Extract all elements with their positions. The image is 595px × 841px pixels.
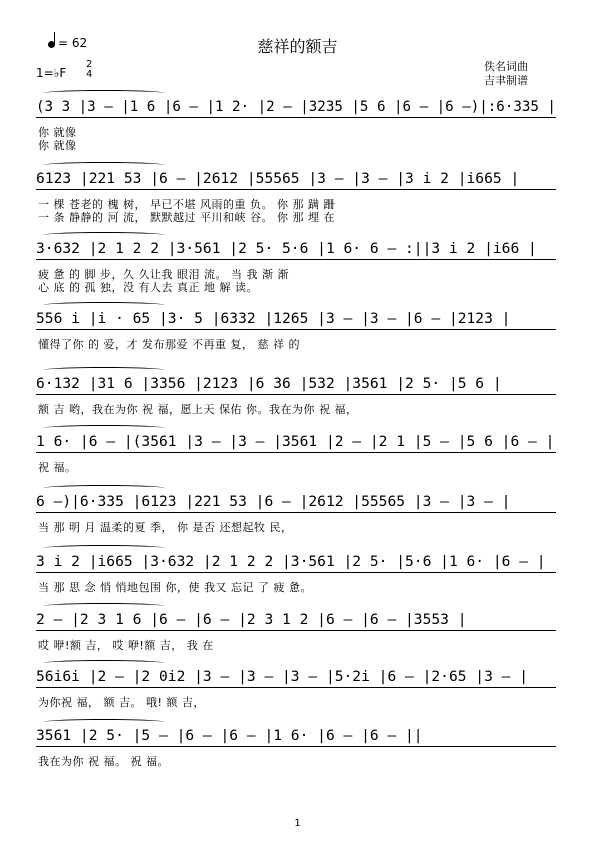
- lyric-line: 额 吉 哟，我在为你 祝 福，愿上天 保佑 你。我在为你 祝 福，: [38, 403, 358, 416]
- slur-mark: [44, 302, 164, 308]
- beam-line: [36, 259, 556, 260]
- meter-bottom: 4: [86, 69, 93, 80]
- slur-mark: [44, 232, 164, 238]
- lyric-line: 为你祝 福， 额 吉。 哦! 额 吉，: [38, 696, 205, 709]
- meter-top: 2: [86, 59, 93, 70]
- notation-line: 6·132 |31 6 |3356 |2123 |6 36 |532 |3561 |2 5· |5 6 |: [36, 375, 502, 392]
- lyric-line: 你 就像: [38, 139, 77, 152]
- lyric-line: 我在为你 祝 福。 祝 福。: [38, 755, 169, 768]
- lyric-line: 懂得了你 的 爱，才 发布那爱 不再重 复， 慈 祥 的: [38, 338, 300, 351]
- lyric-line: 当 那 思 念 悄 悄地包围 你，使 我又 忘记 了 疲 惫。: [38, 581, 312, 594]
- slur-mark: [44, 367, 164, 373]
- lyric-line: 你 就像: [38, 126, 77, 139]
- notation-line: 1 6· |6 — |(3561 |3 — |3 — |3561 |2 — |2 1 |5 — |5 6 |6 — |: [36, 433, 555, 450]
- time-signature: [86, 60, 92, 80]
- notation-line: 3·632 |2 1 2 2 |3·561 |2 5· 5·6 |1 6· 6 — :||3 i 2 |i66 |: [36, 240, 537, 257]
- tempo-value: = 62: [58, 36, 88, 50]
- notation-line: 556 i |i · 65 |3· 5 |6332 |1265 |3 — |3 — |6 — |2123 |: [36, 310, 511, 327]
- arranger-credit: 吉聿制谱: [484, 74, 528, 87]
- slur-mark: [44, 162, 164, 168]
- beam-line: [36, 572, 556, 573]
- slur-mark: [44, 603, 164, 609]
- lyric-line: 祝 福。: [38, 461, 77, 474]
- beam-line: [36, 189, 556, 190]
- page-number: 1: [294, 818, 301, 829]
- notation-line: 6 —)|6·335 |6123 |221 53 |6 — |2612 |55565 |3 — |3 — |: [36, 493, 511, 510]
- notation-line: 56i6i |2 — |2 0i2 |3 — |3 — |3 — |5·2i |6 — |2·65 |3 — |: [36, 668, 529, 685]
- slur-mark: [44, 660, 164, 666]
- beam-line: [36, 117, 556, 118]
- lyric-line: 疲 惫 的 脚 步，久 久让我 眼泪 流。 当 我 渐 渐: [38, 268, 289, 281]
- notation-line: 2 — |2 3 1 6 |6 — |6 — |2 3 1 2 |6 — |6 — |3553 |: [36, 611, 467, 628]
- slur-mark: [44, 485, 164, 491]
- beam-line: [36, 630, 556, 631]
- slur-mark: [44, 719, 164, 725]
- slur-mark: [44, 545, 164, 551]
- beam-line: [36, 394, 556, 395]
- key-signature: 1=♭F: [36, 66, 67, 80]
- lyric-line: 心 底 的 孤 独，没 有人去 真正 地 解 读。: [38, 281, 258, 294]
- beam-line: [36, 687, 556, 688]
- slur-mark: [44, 425, 164, 431]
- notation-line: (3 3 |3 — |1 6 |6 — |1 2· |2 — |3235 |5 6 |6 — |6 —)|:6·335 |: [36, 98, 556, 115]
- lyric-line: 一 棵 苍老的 槐 树， 早已不堪 风雨的重 负。 你 那 蹒 跚: [38, 198, 335, 211]
- notation-line: 6123 |221 53 |6 — |2612 |55565 |3 — |3 — |3 i 2 |i665 |: [36, 170, 520, 187]
- lyric-line: 哎 咿!额 吉， 哎 咿!额 吉， 我 在: [38, 639, 214, 652]
- notation-line: 3561 |2 5· |5 — |6 — |6 — |1 6· |6 — |6 — ||: [36, 727, 423, 744]
- beam-line: [36, 746, 556, 747]
- song-title: 慈祥的额吉: [257, 37, 338, 56]
- lyricist-credit: 佚名词曲: [484, 60, 528, 73]
- beam-line: [36, 329, 556, 330]
- lyric-line: 一 条 静静的 河 流， 默默越过 平川和峡 谷。 你 那 埋 在: [38, 211, 335, 224]
- lyric-line: 当 那 明 月 温柔的夏 季， 你 是否 还想起牧 民，: [38, 521, 293, 534]
- beam-line: [36, 452, 556, 453]
- beam-line: [36, 512, 556, 513]
- notation-line: 3 i 2 |i665 |3·632 |2 1 2 2 |3·561 |2 5· |5·6 |1 6· |6 — |: [36, 553, 546, 570]
- slur-mark: [44, 90, 164, 96]
